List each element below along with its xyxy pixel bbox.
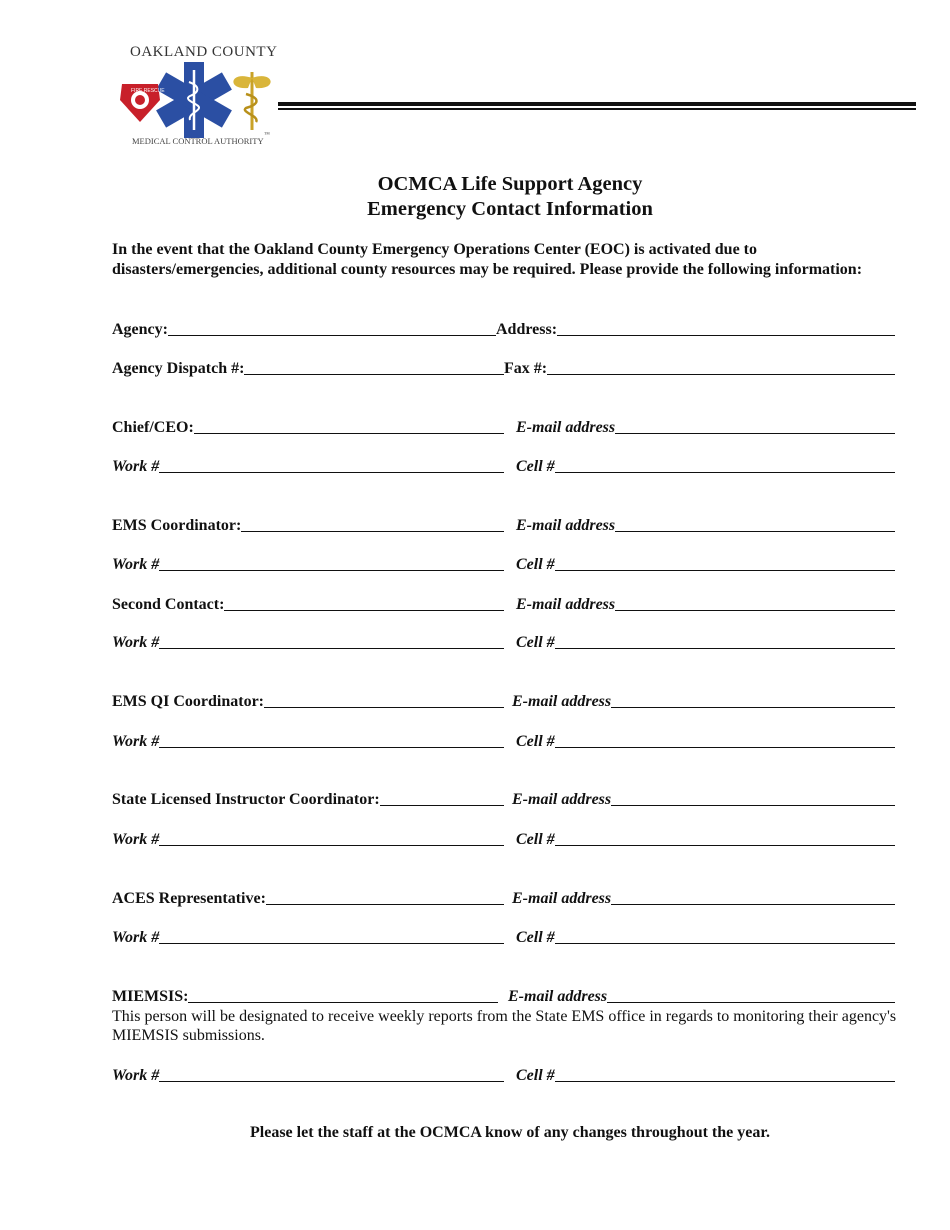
miemsis-email-label: E-mail address xyxy=(508,988,608,1005)
miemsis-row xyxy=(112,984,498,1006)
second-work-field[interactable] xyxy=(159,648,504,649)
header-rule-thick xyxy=(278,102,916,106)
miemsis-email-row xyxy=(508,984,895,1006)
qi-coord-field[interactable] xyxy=(264,707,504,708)
instructor-work-row xyxy=(112,827,504,849)
instructor-coord-row xyxy=(112,787,504,809)
aces-rep-row xyxy=(112,886,504,908)
aces-email-field[interactable] xyxy=(611,904,895,905)
instructor-email-label: E-mail address xyxy=(512,791,612,808)
qi-coord-row xyxy=(112,689,504,711)
logo-org-top: OAKLAND COUNTY xyxy=(130,44,278,60)
second-contact-row xyxy=(112,592,504,614)
instructor-coord-label: State Licensed Instructor Coordinator: xyxy=(112,791,380,808)
fax-field[interactable] xyxy=(547,374,895,375)
second-work-row xyxy=(112,630,504,652)
intro-text: In the event that the Oakland County Emergency Operations Center (EOC) is activated due to disasters/emergencies, additional county resources may be required. Please provide the following information: xyxy=(112,241,863,278)
miemsis-field[interactable] xyxy=(188,1002,498,1003)
chief-cell-label: Cell # xyxy=(516,458,555,475)
chief-email-label: E-mail address xyxy=(516,419,616,436)
chief-work-label: Work # xyxy=(112,458,160,475)
qi-cell-field[interactable] xyxy=(555,747,895,748)
qi-email-row xyxy=(512,689,895,711)
ems-coord-row xyxy=(112,513,504,535)
instructor-cell-field[interactable] xyxy=(555,845,895,846)
aces-cell-label: Cell # xyxy=(516,929,555,946)
chief-cell-row xyxy=(516,454,895,476)
instructor-cell-label: Cell # xyxy=(516,831,555,848)
agency-label: Agency: xyxy=(112,321,168,338)
miemsis-cell-label: Cell # xyxy=(516,1067,555,1084)
logo-badge-text: FIRE RESCUE xyxy=(131,88,165,94)
second-cell-field[interactable] xyxy=(555,648,895,649)
ems-coord-cell-row xyxy=(516,552,895,574)
ems-coord-email-field[interactable] xyxy=(615,531,895,532)
ems-coord-label: EMS Coordinator: xyxy=(112,517,242,534)
ems-coord-cell-field[interactable] xyxy=(555,570,895,571)
instructor-email-field[interactable] xyxy=(611,805,895,806)
chief-row xyxy=(112,415,504,437)
miemsis-email-field[interactable] xyxy=(607,1002,895,1003)
chief-work-row xyxy=(112,454,504,476)
header-rule-thin xyxy=(278,108,916,110)
second-cell-row xyxy=(516,630,895,652)
chief-cell-field[interactable] xyxy=(555,472,895,473)
address-field[interactable] xyxy=(557,335,895,336)
fax-label: Fax #: xyxy=(504,360,548,377)
aces-work-field[interactable] xyxy=(159,943,504,944)
second-contact-label: Second Contact: xyxy=(112,596,225,613)
aces-rep-field[interactable] xyxy=(266,904,504,905)
chief-label: Chief/CEO: xyxy=(112,419,194,436)
aces-email-row xyxy=(512,886,895,908)
miemsis-label: MIEMSIS: xyxy=(112,988,189,1005)
instructor-coord-field[interactable] xyxy=(380,805,504,806)
qi-cell-label: Cell # xyxy=(516,733,555,750)
second-work-label: Work # xyxy=(112,634,160,651)
chief-email-field[interactable] xyxy=(615,433,895,434)
qi-coord-label: EMS QI Coordinator: xyxy=(112,693,264,710)
agency-field[interactable] xyxy=(168,335,496,336)
second-email-label: E-mail address xyxy=(516,596,616,613)
footer-note: Please let the staff at the OCMCA know of any changes throughout the year. xyxy=(250,1124,770,1141)
miemsis-cell-row xyxy=(516,1063,895,1085)
qi-work-field[interactable] xyxy=(159,747,504,748)
instructor-work-label: Work # xyxy=(112,831,160,848)
aces-rep-label: ACES Representative: xyxy=(112,890,266,907)
chief-field[interactable] xyxy=(194,433,504,434)
miemsis-work-field[interactable] xyxy=(159,1081,504,1082)
chief-work-field[interactable] xyxy=(159,472,504,473)
aces-work-row xyxy=(112,925,504,947)
miemsis-work-row xyxy=(112,1063,504,1085)
qi-email-label: E-mail address xyxy=(512,693,612,710)
ems-coord-work-label: Work # xyxy=(112,556,160,573)
chief-email-row xyxy=(516,415,895,437)
second-email-row xyxy=(516,592,895,614)
miemsis-work-label: Work # xyxy=(112,1067,160,1084)
ems-coord-cell-label: Cell # xyxy=(516,556,555,573)
aces-email-label: E-mail address xyxy=(512,890,612,907)
form-title: OCMCA Life Support Agency xyxy=(377,173,643,195)
miemsis-note: This person will be designated to receive weekly reports from the State EMS office in regards to monitoring their agency's MIEMSIS submissions. xyxy=(112,1008,897,1044)
fax-row xyxy=(504,356,895,378)
logo-trademark: ™ xyxy=(264,132,270,138)
instructor-email-row xyxy=(512,787,895,809)
aces-cell-row xyxy=(516,925,895,947)
second-email-field[interactable] xyxy=(615,610,895,611)
dispatch-label: Agency Dispatch #: xyxy=(112,360,245,377)
qi-email-field[interactable] xyxy=(611,707,895,708)
ems-coord-work-field[interactable] xyxy=(159,570,504,571)
qi-work-label: Work # xyxy=(112,733,160,750)
second-contact-field[interactable] xyxy=(224,610,504,611)
ems-coord-field[interactable] xyxy=(241,531,504,532)
star-of-life-icon xyxy=(156,62,232,138)
fire-rescue-badge-icon xyxy=(120,84,165,122)
logo-org-bottom: MEDICAL CONTROL AUTHORITY xyxy=(132,136,264,146)
address-row xyxy=(496,317,895,339)
caduceus-icon xyxy=(233,72,270,130)
ocmca-logo xyxy=(112,38,282,150)
qi-cell-row xyxy=(516,729,895,751)
form-subtitle: Emergency Contact Information xyxy=(367,198,653,220)
ems-coord-email-row xyxy=(516,513,895,535)
agency-row xyxy=(112,317,496,339)
dispatch-field[interactable] xyxy=(244,374,504,375)
instructor-work-field[interactable] xyxy=(159,845,504,846)
instructor-cell-row xyxy=(516,827,895,849)
qi-work-row xyxy=(112,729,504,751)
ems-coord-work-row xyxy=(112,552,504,574)
dispatch-row xyxy=(112,356,504,378)
address-label: Address: xyxy=(496,321,558,338)
miemsis-cell-field[interactable] xyxy=(555,1081,895,1082)
aces-cell-field[interactable] xyxy=(555,943,895,944)
aces-work-label: Work # xyxy=(112,929,160,946)
second-cell-label: Cell # xyxy=(516,634,555,651)
ems-coord-email-label: E-mail address xyxy=(516,517,616,534)
